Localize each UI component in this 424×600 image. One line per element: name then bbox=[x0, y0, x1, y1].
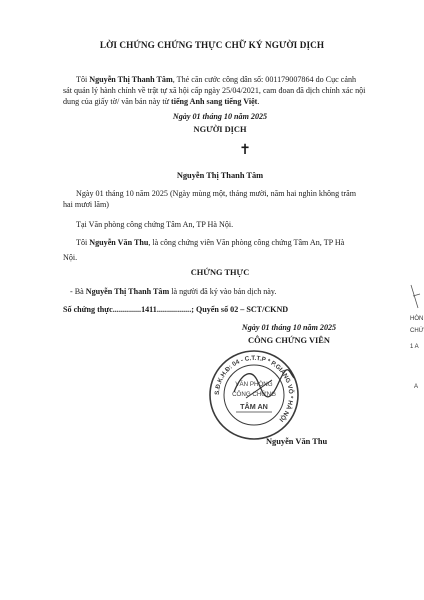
edge-scribble bbox=[408, 282, 422, 312]
notary-date: Ngày 01 tháng 10 năm 2025 bbox=[241, 323, 337, 332]
notary-name: Nguyễn Văn Thu bbox=[266, 437, 328, 446]
intro-line-3: dung của giấy tờ/ văn bản này từ tiếng Anh sang tiếng Việt. bbox=[63, 97, 260, 106]
intro-line-2: sát quản lý hành chính về trật tự xã hội cấp ngày 25/04/2021, cam đoan đã dịch chính xác nội bbox=[63, 86, 366, 95]
certified-person-name: Nguyễn Thị Thanh Tâm bbox=[85, 287, 170, 296]
edge-mark-1: HÒN bbox=[410, 316, 424, 322]
notary-name-inline: Nguyễn Văn Thu bbox=[89, 238, 149, 247]
notary-signature bbox=[228, 362, 298, 412]
translator-signature: ✝ bbox=[239, 142, 251, 158]
date-line-1: Ngày 01 tháng 10 năm 2025 (Ngày mùng một, tháng mười, năm hai nghìn không trăm bbox=[76, 189, 356, 198]
language-pair: tiếng Anh sang tiếng Việt bbox=[171, 97, 258, 106]
certification-heading: CHỨNG THỰC bbox=[190, 268, 250, 277]
certification-number-line: Số chứng thực..............1411.................; Quyển số 02 – SCT/CKND bbox=[63, 305, 289, 314]
certification-statement: - Bà Nguyễn Thị Thanh Tâm là người đã ký vào bản dịch này. bbox=[70, 287, 277, 296]
notary-line-1: Tôi Nguyễn Văn Thu, là công chứng viên Văn phòng công chứng Tâm An, TP Hà bbox=[76, 238, 345, 247]
notary-line-2: Nội. bbox=[63, 253, 78, 262]
translator-name: Nguyễn Thị Thanh Tâm bbox=[176, 171, 264, 180]
notary-heading: CÔNG CHỨNG VIÊN bbox=[248, 336, 330, 345]
document-title: LỜI CHỨNG CHỨNG THỰC CHỮ KÝ NGƯỜI DỊCH bbox=[99, 40, 325, 50]
stamp-ring-text: S.Đ.K.H.Đ: 04 - C.T.T.P * P.GIÁNG VÕ * HÀ NỘI bbox=[213, 354, 295, 423]
edge-mark-3: 1 A bbox=[410, 344, 419, 350]
stamp-line-1: VĂN PHÒNG bbox=[235, 381, 273, 388]
translator-name-inline: Nguyễn Thị Thanh Tâm bbox=[89, 75, 173, 84]
edge-mark-4: A bbox=[414, 384, 419, 390]
date-line-2: hai mươi lăm) bbox=[63, 200, 109, 209]
cert-number-label: Số chứng thực bbox=[63, 305, 113, 314]
stamp-line-3: TÂM AN bbox=[240, 402, 268, 411]
translator-heading: NGƯỜI DỊCH bbox=[193, 125, 247, 134]
edge-mark-2: CHỨ bbox=[410, 328, 424, 334]
stamp-line-2: CÔNG CHỨNG bbox=[232, 391, 276, 398]
cert-number-value: 1411 bbox=[141, 305, 157, 314]
intro-line-1: Tôi Nguyễn Thị Thanh Tâm, Thẻ căn cước công dân số: 001179007864 do Cục cảnh bbox=[76, 75, 357, 84]
translator-date: Ngày 01 tháng 10 năm 2025 bbox=[172, 112, 268, 121]
location-line: Tại Văn phòng công chứng Tâm An, TP Hà Nội. bbox=[76, 220, 234, 229]
cert-book-value: 02 – SCT/CKND bbox=[230, 305, 289, 314]
